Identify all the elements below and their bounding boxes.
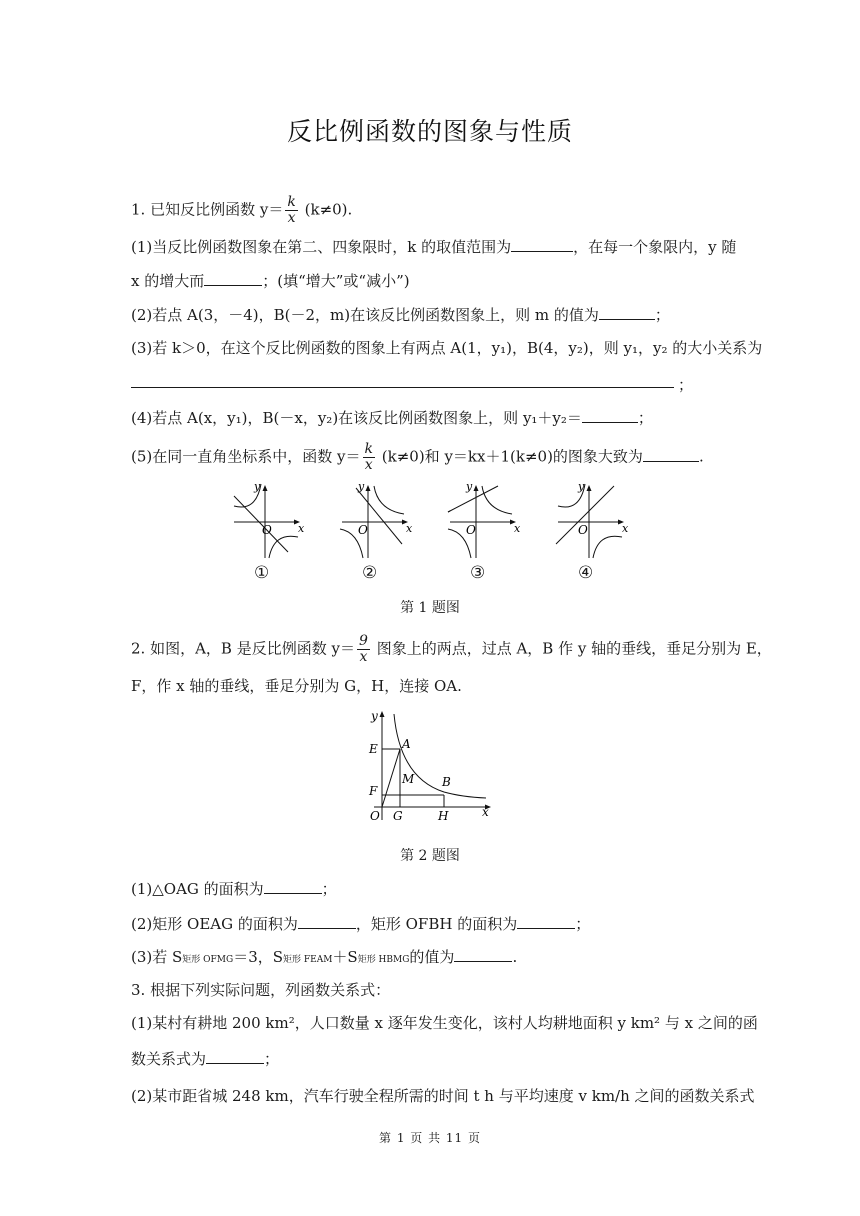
svg-text:F: F xyxy=(369,784,378,798)
graph-option-2[interactable] xyxy=(336,482,418,562)
fraction-k-over-x: $\frac{k}{x}$ xyxy=(364,441,373,473)
svg-text:y: y xyxy=(254,482,261,493)
answer-blank[interactable] xyxy=(298,913,356,929)
q3-part1-line1: (1)某村有耕地 200 km²，人口数量 x 逐年发生变化，该村人均耕地面积 y km² 与 x 之间的函 xyxy=(131,1014,758,1032)
svg-text:y: y xyxy=(578,482,585,493)
q1-part4: (4)若点 A(x，y₁)，B(－x，y₂)在该反比例函数图象上，则 y₁＋y₂＝ ； xyxy=(131,409,653,427)
svg-text:x: x xyxy=(482,805,489,819)
q2-part3: (3)若 S矩形 OFMG＝3，S矩形 FEAM＋S矩形 HBMG的值为 . xyxy=(131,948,518,966)
answer-blank[interactable] xyxy=(264,878,322,894)
svg-text:y: y xyxy=(358,482,365,493)
svg-text:B: B xyxy=(442,775,451,789)
q2-part1: (1)△OAG 的面积为 ； xyxy=(131,880,337,898)
answer-blank[interactable] xyxy=(511,236,573,252)
svg-text:O: O xyxy=(466,523,476,537)
answer-blank[interactable] xyxy=(206,1048,264,1064)
answer-blank[interactable] xyxy=(204,270,262,286)
svg-text:H: H xyxy=(438,809,449,823)
svg-text:x: x xyxy=(514,522,521,535)
q3-intro: 3. 根据下列实际问题，列函数关系式： xyxy=(131,981,391,999)
fraction-9-over-x: $\frac{9}{x}$ xyxy=(358,633,368,665)
svg-text:G: G xyxy=(393,809,403,823)
graph-option-3[interactable] xyxy=(444,482,526,562)
q1-part5: (5)在同一直角坐标系中，函数 y＝ $\frac{k}{x}$ (k≠0)和 y＝kx＋1(k≠0)的图象大致为 . xyxy=(131,441,704,473)
q3-part1-line2: 数关系式为 ； xyxy=(131,1050,280,1068)
q2-part2: (2)矩形 OEAG 的面积为 ，矩形 OFBH 的面积为 ； xyxy=(131,915,591,933)
q2-line2: F，作 x 轴的垂线，垂足分别为 G，H，连接 OA. xyxy=(131,677,462,695)
q3-part2-line1: (2)某市距省城 248 km，汽车行驶全程所需的时间 t h 与平均速度 v km/h 之间的函数关系式 xyxy=(131,1087,755,1105)
answer-blank[interactable] xyxy=(643,446,699,462)
q1-part2: (2)若点 A(3，－4)，B(－2，m)在该反比例函数图象上，则 m 的值为 ； xyxy=(131,306,670,324)
svg-text:O: O xyxy=(370,809,380,823)
q1-part3-end: ； xyxy=(678,376,694,394)
page-title: 反比例函数的图象与性质 xyxy=(286,117,573,146)
fraction-k-over-x: $\frac{k}{x}$ xyxy=(287,194,296,226)
svg-text:O: O xyxy=(262,523,272,537)
figure-2-caption: 第 2 题图 xyxy=(400,848,460,864)
answer-blank[interactable] xyxy=(517,913,575,929)
graph-label-2: ② xyxy=(362,563,378,583)
q2-line1: 2. 如图，A，B 是反比例函数 y＝ $\frac{9}{x}$ 图象上的两点，过点 A，B 作 y 轴的垂线，垂足分别为 E， xyxy=(131,633,772,665)
figure-1-caption: 第 1 题图 xyxy=(400,600,460,616)
graph-label-4: ④ xyxy=(578,563,594,583)
svg-text:A: A xyxy=(402,737,411,751)
svg-text:M: M xyxy=(402,772,415,786)
q1-part3: (3)若 k＞0，在这个反比例函数的图象上有两点 A(1，y₁)，B(4，y₂)，则 y₁，y₂ 的大小关系为 xyxy=(131,339,763,357)
svg-text:y: y xyxy=(466,482,473,493)
answer-blank[interactable] xyxy=(454,946,512,962)
graph-option-4[interactable] xyxy=(552,482,634,562)
graph-label-1: ① xyxy=(254,563,270,583)
svg-text:y: y xyxy=(371,709,378,723)
q1-intro: 1. 已知反比例函数 y＝ $\frac{k}{x}$ (k≠0). xyxy=(131,194,353,226)
svg-text:E: E xyxy=(369,742,378,756)
q1-part1-line1: (1)当反比例函数图象在第二、四象限时，k 的取值范围为 ，在每一个象限内，y 随 xyxy=(131,238,737,256)
q1-part1-line2: x 的增大而 ；(填“增大”或“减小”) xyxy=(131,272,410,290)
svg-text:O: O xyxy=(358,523,368,537)
graph-label-3: ③ xyxy=(470,563,486,583)
svg-text:x: x xyxy=(406,522,413,535)
svg-text:O: O xyxy=(578,523,588,537)
svg-text:x: x xyxy=(298,522,305,535)
answer-blank[interactable] xyxy=(599,304,655,320)
figure-2-diagram xyxy=(362,708,502,832)
answer-blank-long[interactable] xyxy=(131,386,674,388)
page-footer: 第 1 页 共 11 页 xyxy=(379,1131,481,1145)
svg-text:x: x xyxy=(622,522,629,535)
answer-blank[interactable] xyxy=(582,407,638,423)
graph-option-1[interactable] xyxy=(228,482,310,562)
